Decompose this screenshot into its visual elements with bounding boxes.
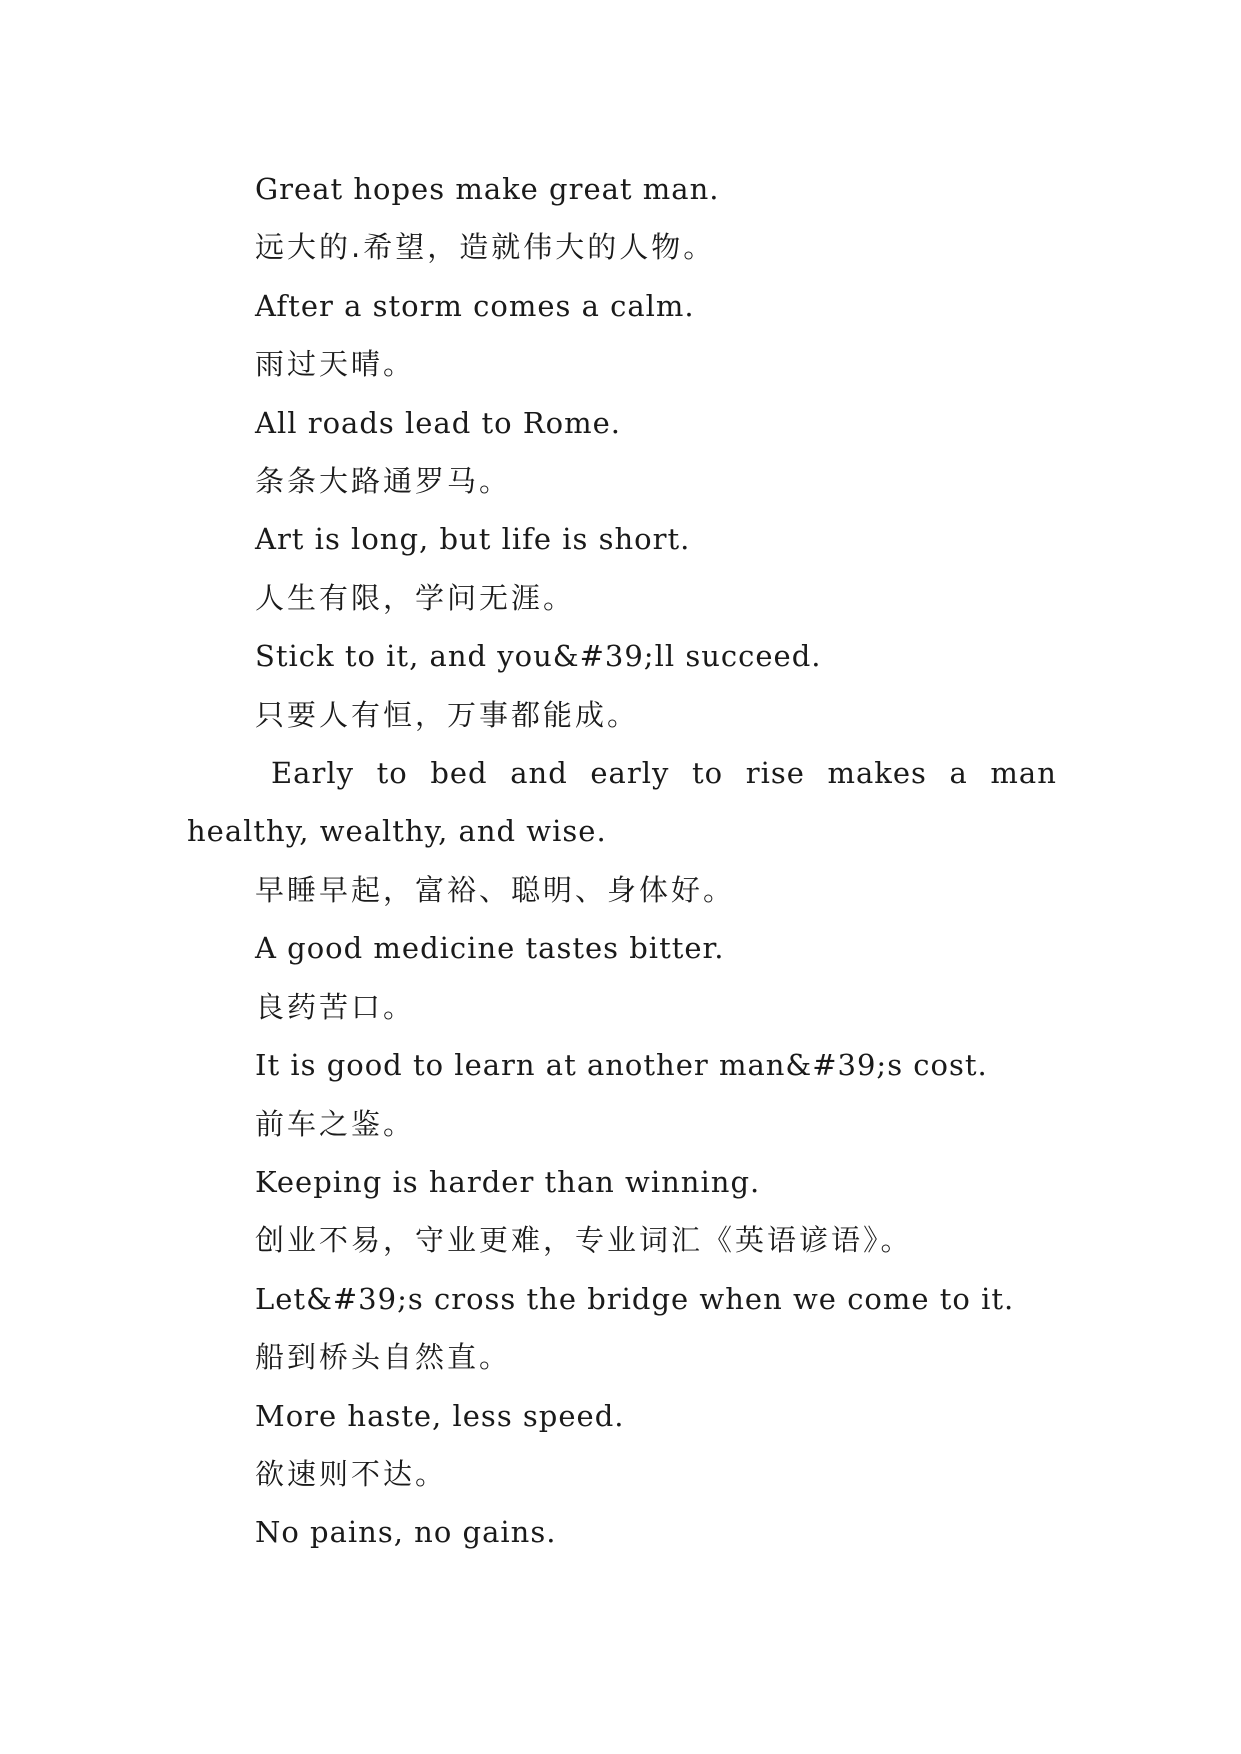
proverb-chinese: 早睡早起，富裕、聪明、身体好。	[255, 872, 736, 907]
word: man	[990, 756, 1057, 791]
proverb-chinese: 前车之鉴。	[255, 1106, 416, 1141]
proverb-english: A good medicine tastes bitter.	[255, 931, 725, 966]
proverb-english: More haste, less speed.	[255, 1398, 625, 1433]
word: to	[376, 756, 408, 791]
proverb-chinese: 远大的.希望，造就伟大的人物。	[255, 230, 716, 265]
proverb-english: Let&#39;s cross the bridge when we come to it.	[255, 1281, 1015, 1316]
word: early	[590, 756, 670, 791]
proverb-english-continuation: healthy, wealthy, and wise.	[187, 814, 607, 849]
proverb-chinese: 只要人有恒，万事都能成。	[255, 697, 640, 732]
proverb-english: Keeping is harder than winning.	[255, 1164, 761, 1199]
word: and	[510, 756, 568, 791]
proverb-english-long	[187, 744, 1057, 802]
proverb-english: All roads lead to Rome.	[255, 405, 622, 440]
proverb-chinese: 条条大路通罗马。	[255, 464, 512, 499]
word: bed	[430, 756, 488, 791]
word: rise	[745, 756, 805, 791]
proverb-list	[187, 160, 1057, 1562]
proverb-chinese: 创业不易，守业更难，专业词汇《英语谚语》。	[255, 1223, 913, 1258]
word: a	[949, 756, 968, 791]
proverb-chinese: 人生有限，学问无涯。	[255, 580, 576, 615]
word: makes	[827, 756, 927, 791]
proverb-english: Stick to it, and you&#39;ll succeed.	[255, 639, 822, 674]
proverb-chinese: 良药苦口。	[255, 989, 416, 1024]
proverb-english: Great hopes make great man.	[255, 172, 720, 206]
word: Early	[271, 756, 354, 791]
word: to	[691, 756, 724, 791]
proverb-english: After a storm comes a calm.	[255, 288, 695, 323]
proverb-chinese: 船到桥头自然直。	[255, 1340, 512, 1375]
proverb-english: Art is long, but life is short.	[255, 522, 691, 557]
proverb-english: It is good to learn at another man&#39;s cost.	[255, 1048, 988, 1083]
proverb-chinese: 雨过天晴。	[255, 347, 416, 382]
proverb-chinese: 欲速则不达。	[255, 1456, 448, 1491]
proverb-english: No pains, no gains.	[255, 1515, 557, 1550]
